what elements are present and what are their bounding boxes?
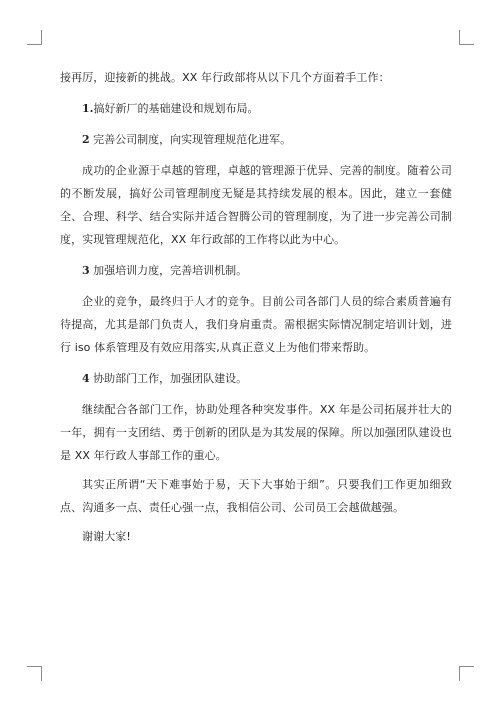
section-heading-2 [60, 128, 452, 151]
section-title: 加强培训力度，完善培训机制。 [93, 264, 248, 277]
section-body-2: 成功的企业源于卓越的管理，卓越的管理源于优异、完善的制度。随着公司的不断发展，搞好公司管理制度无疑是其持续发展的根本。因此，建立一套健全、合理、科学、结合实际并适合智腾公司的管理制度，为了进一步完善公司制度，实现管理规范化，XX 年行政部的工作将以此为中心。 [60, 164, 452, 246]
section-body-3: 企业的竞争，最终归于人才的竞争。目前公司各部门人员的综合素质普遍有待提高，尤其是部门负责人，我们身肩重责。需根据实际情况制定培训计划，进行 iso 体系管理及有效应用落实,从真正意义上为他们带来帮助。 [60, 295, 452, 354]
section-heading-4 [60, 367, 452, 390]
closing-paragraph: 其实正所谓“天下难事始于易，天下大事始于细”。只要我们工作更加细致点、沟通多一点、责任心强一点，我相信公司、公司员工会越做越强。 [60, 478, 452, 514]
document-body [60, 66, 452, 548]
section-number: 3 [82, 264, 90, 277]
section-title: 协助部门工作，加强团队建设。 [93, 372, 248, 385]
section-number: 4 [82, 372, 90, 385]
crop-mark-bottom-left [27, 666, 42, 681]
crop-mark-top-left [27, 30, 42, 45]
crop-mark-top-right [459, 30, 474, 45]
section-heading-3 [60, 259, 452, 282]
intro-paragraph: 接再厉，迎接新的挑战。XX 年行政部将从以下几个方面着手工作： [60, 71, 390, 84]
section-body-4: 继续配合各部门工作，协助处理各种突发事件。XX 年是公司拓展并壮大的一年，拥有一支团结、勇于创新的团队是为其发展的保障。所以加强团队建设也是 XX 年行政人事部工作的重心。 [60, 403, 452, 462]
crop-mark-bottom-right [459, 666, 474, 681]
thanks-line: 谢谢大家! [82, 530, 131, 543]
section-heading-1 [60, 97, 452, 120]
section-number: 1. [82, 102, 94, 115]
section-title: 搞好新厂的基础建设和规划布局。 [93, 102, 259, 115]
section-number: 2 [82, 133, 90, 146]
section-title: 完善公司制度，向实现管理规范化进军。 [93, 133, 292, 146]
